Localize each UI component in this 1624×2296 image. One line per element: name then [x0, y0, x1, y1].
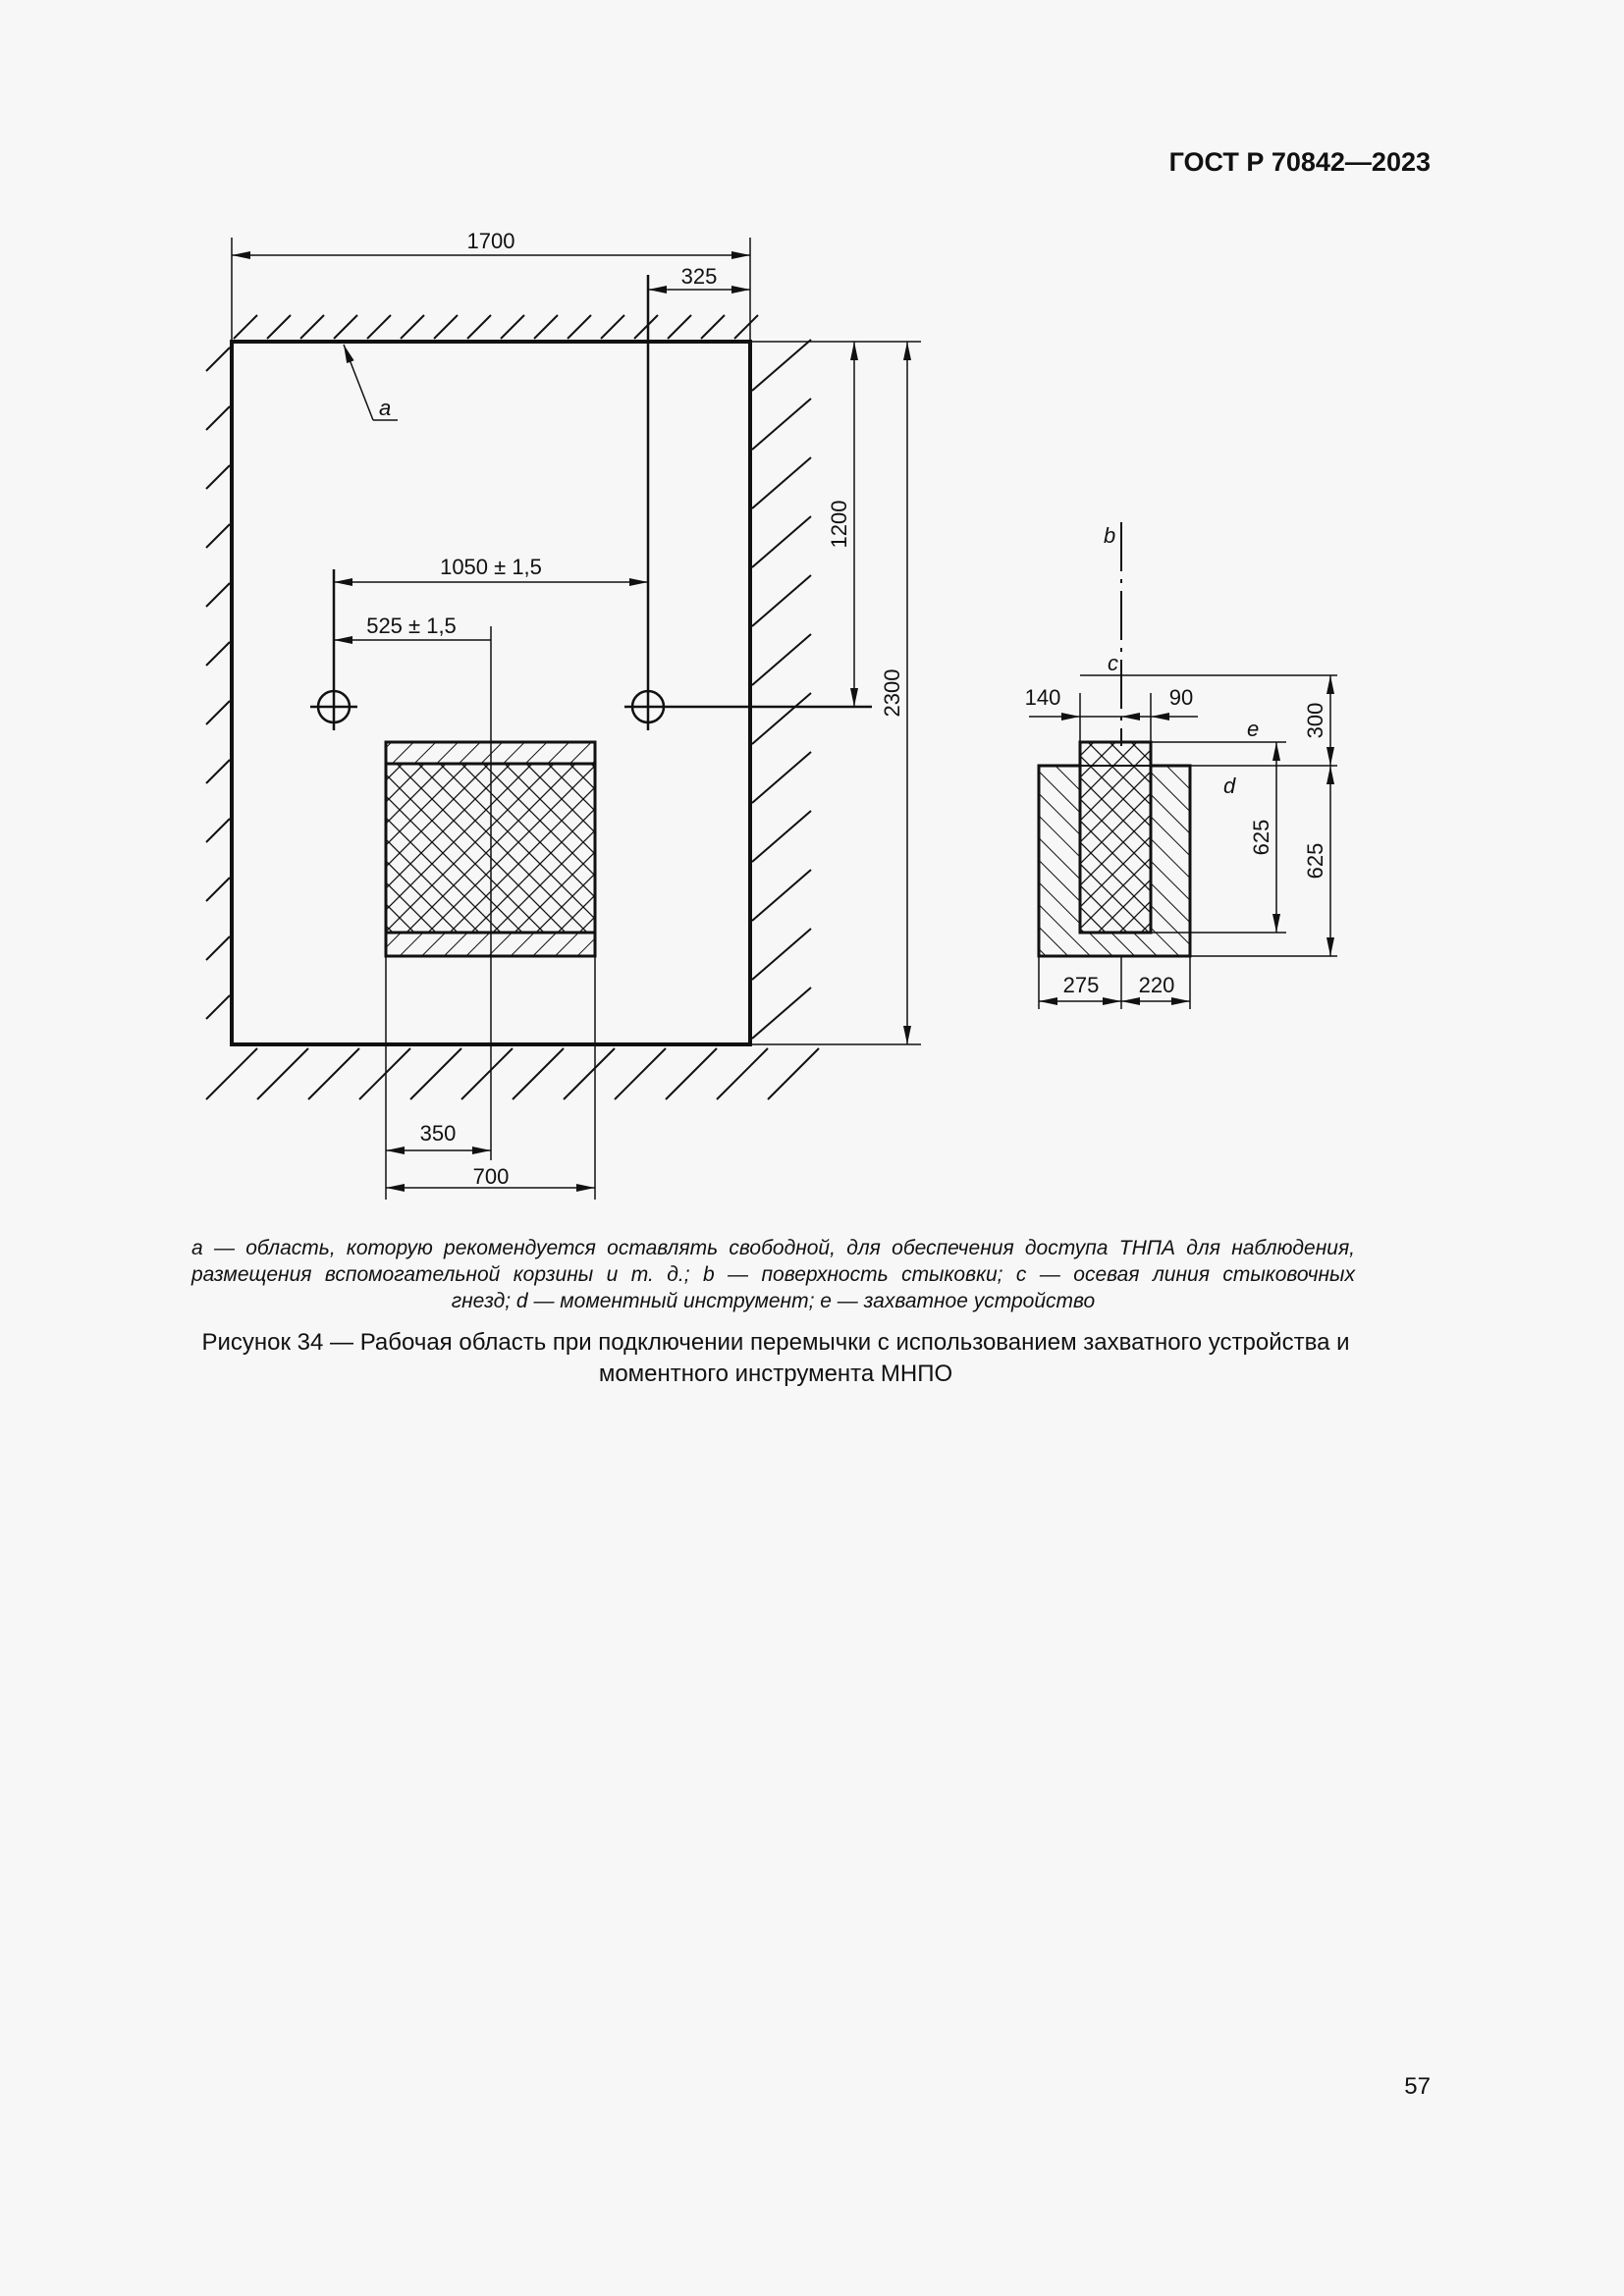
dim-hole-spacing: 1050 ± 1,5 — [440, 555, 542, 579]
label-c: c — [1108, 651, 1118, 675]
dim-offset-right: 325 — [680, 264, 718, 289]
dim-outer-height: 625 — [1303, 842, 1327, 880]
figure-legend — [191, 1235, 1355, 1314]
dim-inner-height: 625 — [1249, 819, 1273, 856]
figure-caption — [128, 1327, 1424, 1390]
label-d: d — [1223, 774, 1236, 798]
dim-hole-center: 525 ± 1,5 — [366, 614, 457, 638]
hole-left — [310, 569, 357, 730]
dim-right-width: 90 — [1168, 685, 1194, 710]
label-a: a — [379, 396, 392, 420]
dim-bottom-left: 275 — [1062, 973, 1100, 997]
dim-bottom-right: 220 — [1138, 973, 1175, 997]
dim-height-total: 2300 — [880, 668, 904, 718]
caption-line-1: Рисунок 34 — Рабочая область при подключении перемычки с использованием захватного устройства и — [201, 1329, 1350, 1356]
dim-box-half: 350 — [419, 1121, 457, 1146]
main-view — [206, 238, 921, 1200]
dim-left-width: 140 — [1024, 685, 1061, 710]
label-e: e — [1247, 717, 1260, 741]
page-number: 57 — [1404, 2073, 1431, 2100]
caption-line-2: моментного инструмента МНПО — [598, 1361, 953, 1387]
extension-lines — [232, 238, 921, 1200]
document-header: ГОСТ Р 70842—2023 — [1168, 147, 1431, 177]
dim-box-width: 700 — [472, 1164, 510, 1189]
dim-height-to-holes: 1200 — [827, 500, 851, 549]
label-b: b — [1104, 523, 1116, 548]
legend-line-3: гнезд; d — моментный инструмент; e — захватное устройство — [451, 1290, 1096, 1312]
legend-line-2: размещения вспомогательной корзины и т. д.; b — поверхность стыковки; c — осевая линия стыковочных — [191, 1263, 1355, 1286]
dim-width-total: 1700 — [466, 229, 515, 253]
dim-top-height: 300 — [1303, 702, 1327, 739]
legend-line-1: a — область, которую рекомендуется оставлять свободной, для обеспечения доступа ТНПА для наблюдения, — [191, 1237, 1355, 1259]
side-view — [1029, 522, 1337, 1009]
